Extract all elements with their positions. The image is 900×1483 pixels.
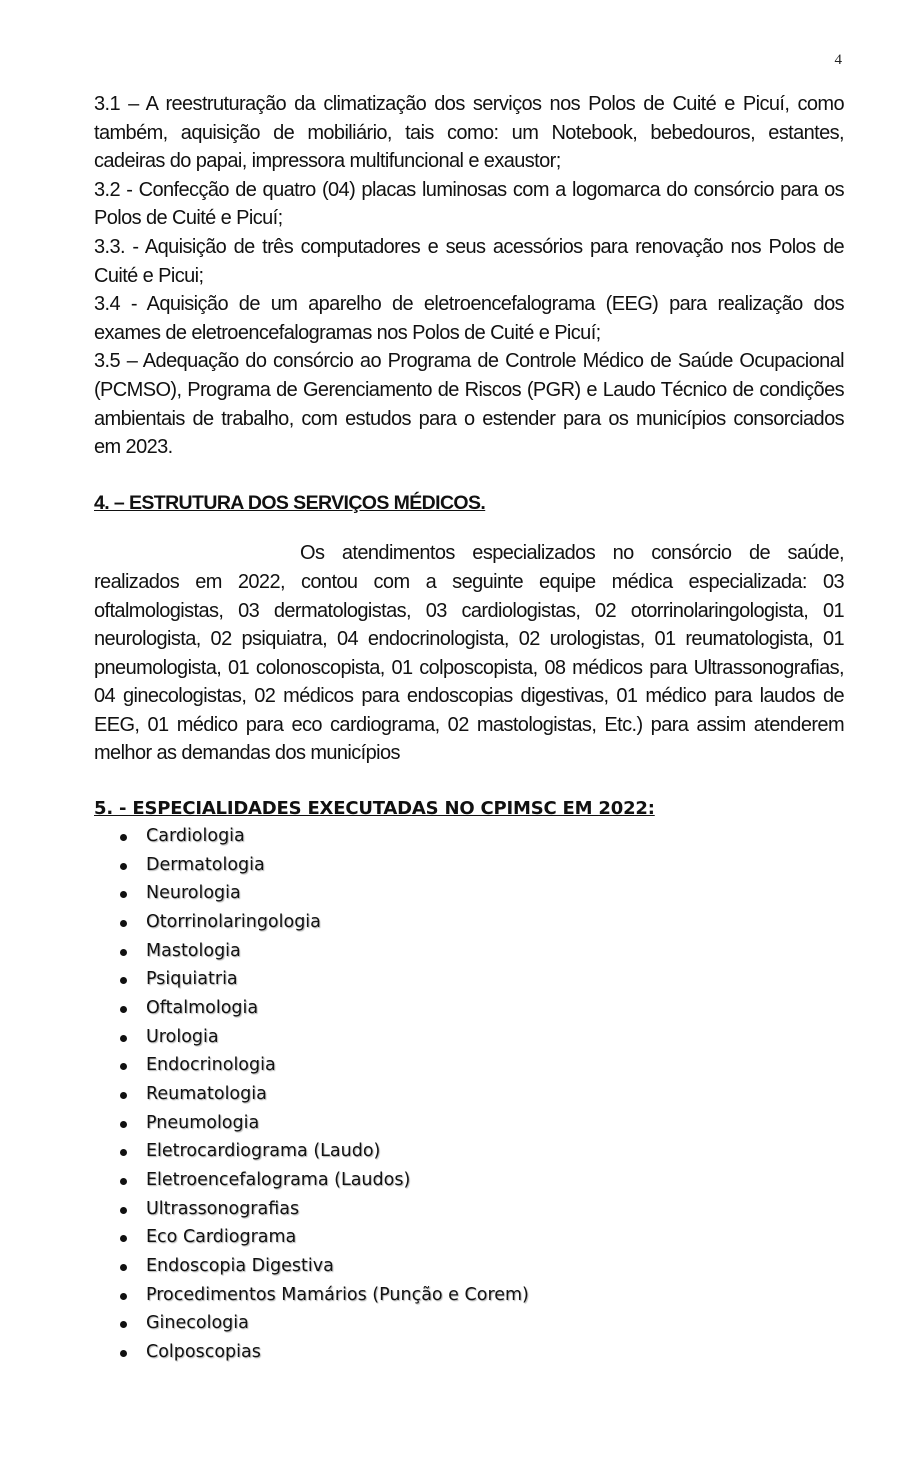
bullet-icon	[120, 1207, 127, 1214]
list-item-label: Ultrassonografias	[146, 1198, 300, 1219]
list-item	[94, 1309, 844, 1338]
list-item-label: Procedimentos Mamários (Punção e Corem)	[146, 1284, 529, 1305]
list-item	[94, 1281, 844, 1310]
bullet-icon	[120, 1321, 127, 1328]
list-item	[94, 994, 844, 1023]
list-item-label: Urologia	[146, 1026, 219, 1047]
list-item-label: Neurologia	[146, 883, 241, 904]
page-number: 4	[834, 52, 842, 68]
list-item-label: Colposcopias	[146, 1341, 261, 1362]
list-item-label: Otorrinolaringologia	[146, 912, 321, 933]
list-item	[94, 1023, 844, 1052]
list-item	[94, 908, 844, 937]
list-item	[94, 1195, 844, 1224]
bullet-icon	[120, 977, 127, 984]
list-item-label: Endocrinologia	[146, 1055, 276, 1076]
list-item-label: Reumatologia	[146, 1083, 267, 1104]
list-item-label: Endoscopia Digestiva	[146, 1255, 334, 1276]
list-item	[94, 879, 844, 908]
bullet-icon	[120, 1235, 127, 1242]
bullet-icon	[120, 1293, 127, 1300]
list-item	[94, 1223, 844, 1252]
section-5-heading: 5. - ESPECIALIDADES EXECUTADAS NO CPIMSC EM 2022:	[94, 798, 655, 820]
specialties-list	[94, 822, 844, 1366]
document-body	[94, 90, 844, 1367]
bullet-icon	[120, 1178, 127, 1185]
bullet-icon	[120, 1063, 127, 1070]
list-item	[94, 1338, 844, 1367]
bullet-icon	[120, 949, 127, 956]
list-item	[94, 937, 844, 966]
bullet-icon	[120, 891, 127, 898]
list-item-label: Pneumologia	[146, 1112, 260, 1133]
item-3-4: 3.4 - Aquisição de um aparelho de eletroencefalograma (EEG) para realização dos exames de eletroencefalogramas nos Polos de Cuité e Picuí;	[94, 293, 844, 344]
list-item-label: Oftalmologia	[146, 998, 259, 1018]
list-item	[94, 1166, 844, 1195]
list-item	[94, 1109, 844, 1138]
bullet-icon	[120, 1350, 127, 1357]
list-item-label: Eletroencefalograma (Laudos)	[146, 1169, 411, 1190]
item-3-2: 3.2 - Confecção de quatro (04) placas luminosas com a logomarca do consórcio para os Polos de Cuité e Picuí;	[94, 178, 844, 230]
bullet-icon	[120, 1006, 127, 1013]
list-item-label: Ginecologia	[146, 1313, 249, 1334]
item-3-5: 3.5 – Adequação do consórcio ao Programa de Controle Médico de Saúde Ocupacional (PCMSO), Programa de Gerenciamento de Riscos (PGR) e Laudo Técnico de condições ambientais de trabalho, com estudos para o estender para os municípios consorciados em 2023.	[94, 350, 844, 459]
list-item	[94, 1137, 844, 1166]
item-3-1: 3.1 – A reestruturação da climatização dos serviços nos Polos de Cuité e Picuí, como também, aquisição de mobiliário, tais como: um Notebook, bebedouros, estantes, cadeiras do papai, impressora multifuncional e exaustor;	[94, 93, 844, 173]
bullet-icon	[120, 863, 127, 870]
section-4-body: Os atendimentos especializados no consórcio de saúde, realizados em 2022, contou com a seguinte equipe médica especializada: 03 oftalmologistas, 03 dermatologistas, 03 cardiologistas, 02 otorrinolaringologista, 01 neurologista, 02 psiquiatra, 04 endocrinologista, 02 urologistas, 01 reumatologista, 01 pneumologista, 01 colonoscopista, 01 colposcopista, 08 médicos para Ultrassonografias, 04 ginecologistas, 02 médicos para endoscopias digestivas, 01 médico para laudos de EEG, 01 médico para eco cardiograma, 02 mastologistas, Etc.) para assim atenderem melhor as demandas dos municípios	[94, 542, 844, 765]
list-item-label: Psiquiatria	[146, 969, 238, 990]
list-item	[94, 1080, 844, 1109]
list-item	[94, 1252, 844, 1281]
bullet-icon	[120, 1149, 127, 1156]
list-item-label: Mastologia	[146, 940, 241, 961]
bullet-icon	[120, 920, 127, 927]
list-item-label: Dermatologia	[146, 854, 265, 875]
section-3-list	[94, 90, 844, 462]
list-item	[94, 851, 844, 880]
bullet-icon	[120, 834, 127, 841]
list-item-label: Cardiologia	[146, 826, 245, 847]
section-4-heading: 4. – ESTRUTURA DOS SERVIÇOS MÉDICOS.	[94, 491, 486, 514]
bullet-icon	[120, 1035, 127, 1042]
item-3-3: 3.3. - Aquisição de três computadores e seus acessórios para renovação nos Polos de Cuité e Picui;	[94, 235, 844, 287]
bullet-icon	[120, 1121, 127, 1128]
bullet-icon	[120, 1092, 127, 1099]
bullet-icon	[120, 1264, 127, 1271]
list-item-label: Eco Cardiograma	[146, 1227, 297, 1248]
list-item-label: Eletrocardiograma (Laudo)	[146, 1141, 381, 1162]
list-item	[94, 822, 844, 851]
list-item	[94, 1051, 844, 1080]
list-item	[94, 965, 844, 994]
